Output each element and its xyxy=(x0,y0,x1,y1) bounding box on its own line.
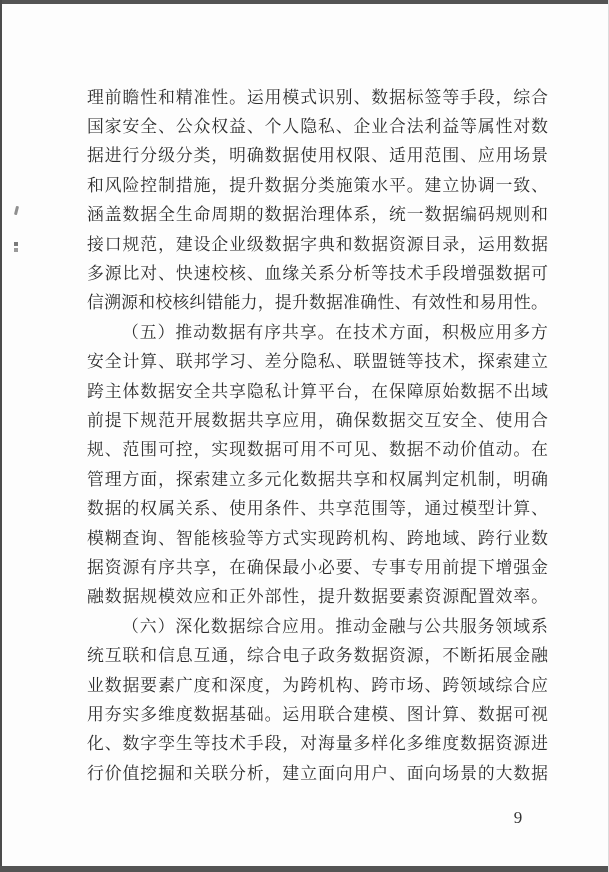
text-line: 信 溯 源 和 校 核 纠 错 能 力 ， 提 升 数 据 准 确 性 、 有 效 性 和 易 用 性 。 xyxy=(87,293,548,313)
scan-edge-left xyxy=(0,0,2,872)
text-line: 前 提 下 规 范 开 展 数 据 共 享 应 用 ， 确 保 数 据 交 互 安 全 、 使 用 合 xyxy=(87,410,548,430)
text-line: 接 口 规 范 ， 建 设 企 业 级 数 据 字 典 和 数 据 资 源 目 录 ， 运 用 数 据 xyxy=(87,234,548,254)
scan-artifact xyxy=(14,242,18,246)
text-line: （ 五 ） 推 动 数 据 有 序 共 享 。 在 技 术 方 面 ， 积 极 应 用 多 方 xyxy=(122,322,548,342)
text-line: 涵 盖 数 据 全 生 命 周 期 的 数 据 治 理 体 系 ， 统 一 数 据 编 码 规 则 和 xyxy=(87,205,548,225)
text-line: 安 全 计 算 、 联 邦 学 习 、 差 分 隐 私 、 联 盟 链 等 技 术 ， 探 索 建 立 xyxy=(87,352,548,372)
scan-edge-bottom xyxy=(0,866,609,872)
text-line: 多 源 比 对 、 快 速 校 核 、 血 缘 关 系 分 析 等 技 术 手 段 增 强 数 据 可 xyxy=(87,264,548,284)
page-number: 9 xyxy=(513,808,523,827)
text-line: 国 家 安 全 、 公 众 权 益 、 个 人 隐 私 、 企 业 合 法 利 益 等 属 性 对 数 xyxy=(87,117,548,137)
text-line: 理 前 瞻 性 和 精 准 性 。 运 用 模 式 识 别 、 数 据 标 签 等 手 段 ， 综 合 xyxy=(87,87,548,107)
scan-artifact xyxy=(14,206,19,215)
text-line: 规 、 范 围 可 控 ， 实 现 数 据 可 用 不 可 见 、 数 据 不 动 价 值 动 。 在 xyxy=(87,440,548,460)
text-line: 据 资 源 有 序 共 享 ， 在 确 保 最 小 必 要 、 专 事 专 用 前 提 下 增 强 金 xyxy=(87,557,548,577)
text-line: 据 进 行 分 级 分 类 ， 明 确 数 据 使 用 权 限 、 适 用 范 围 、 应 用 场 景 xyxy=(87,146,548,166)
text-line: 和 风 险 控 制 措 施 ， 提 升 数 据 分 类 施 策 水 平 。 建 立 协 调 一 致 、 xyxy=(87,175,548,195)
text-line: 管 理 方 面 ， 探 索 建 立 多 元 化 数 据 共 享 和 权 属 判 定 机 制 ， 明 确 xyxy=(87,469,548,489)
text-line: （ 六 ） 深 化 数 据 综 合 应 用 。 推 动 金 融 与 公 共 服 务 领 域 系 xyxy=(122,616,548,636)
text-line: 化 、 数 字 孪 生 等 技 术 手 段 ， 对 海 量 多 样 化 多 维 度 数 据 资 源 进 xyxy=(87,734,548,754)
text-line: 统 互 联 和 信 息 互 通 ， 综 合 电 子 政 务 数 据 资 源 ， 不 断 拓 展 金 融 xyxy=(87,646,548,666)
text-line: 跨 主 体 数 据 安 全 共 享 隐 私 计 算 平 台 ， 在 保 障 原 始 数 据 不 出 域 xyxy=(87,381,548,401)
text-line: 模 糊 查 询 、 智 能 核 验 等 方 式 实 现 跨 机 构 、 跨 地 域 、 跨 行 业 数 xyxy=(87,528,548,548)
text-line: 融 数 据 规 模 效 应 和 正 外 部 性 ， 提 升 数 据 要 素 资 源 配 置 效 率 。 xyxy=(87,587,548,607)
scan-edge-top xyxy=(0,0,609,4)
text-line: 数 据 的 权 属 关 系 、 使 用 条 件 、 共 享 范 围 等 ， 通 过 模 型 计 算 、 xyxy=(87,499,548,519)
text-line: 用 夯 实 多 维 度 数 据 基 础 。 运 用 联 合 建 模 、 图 计 算 、 数 据 可 视 xyxy=(87,704,548,724)
text-block xyxy=(87,81,548,786)
text-line: 业 数 据 要 素 广 度 和 深 度 ， 为 跨 机 构 、 跨 市 场 、 跨 领 域 综 合 应 xyxy=(87,675,548,695)
text-line: 行 价 值 挖 掘 和 关 联 分 析 ， 建 立 面 向 用 户 、 面 向 场 景 的 大 数 据 xyxy=(87,763,548,783)
